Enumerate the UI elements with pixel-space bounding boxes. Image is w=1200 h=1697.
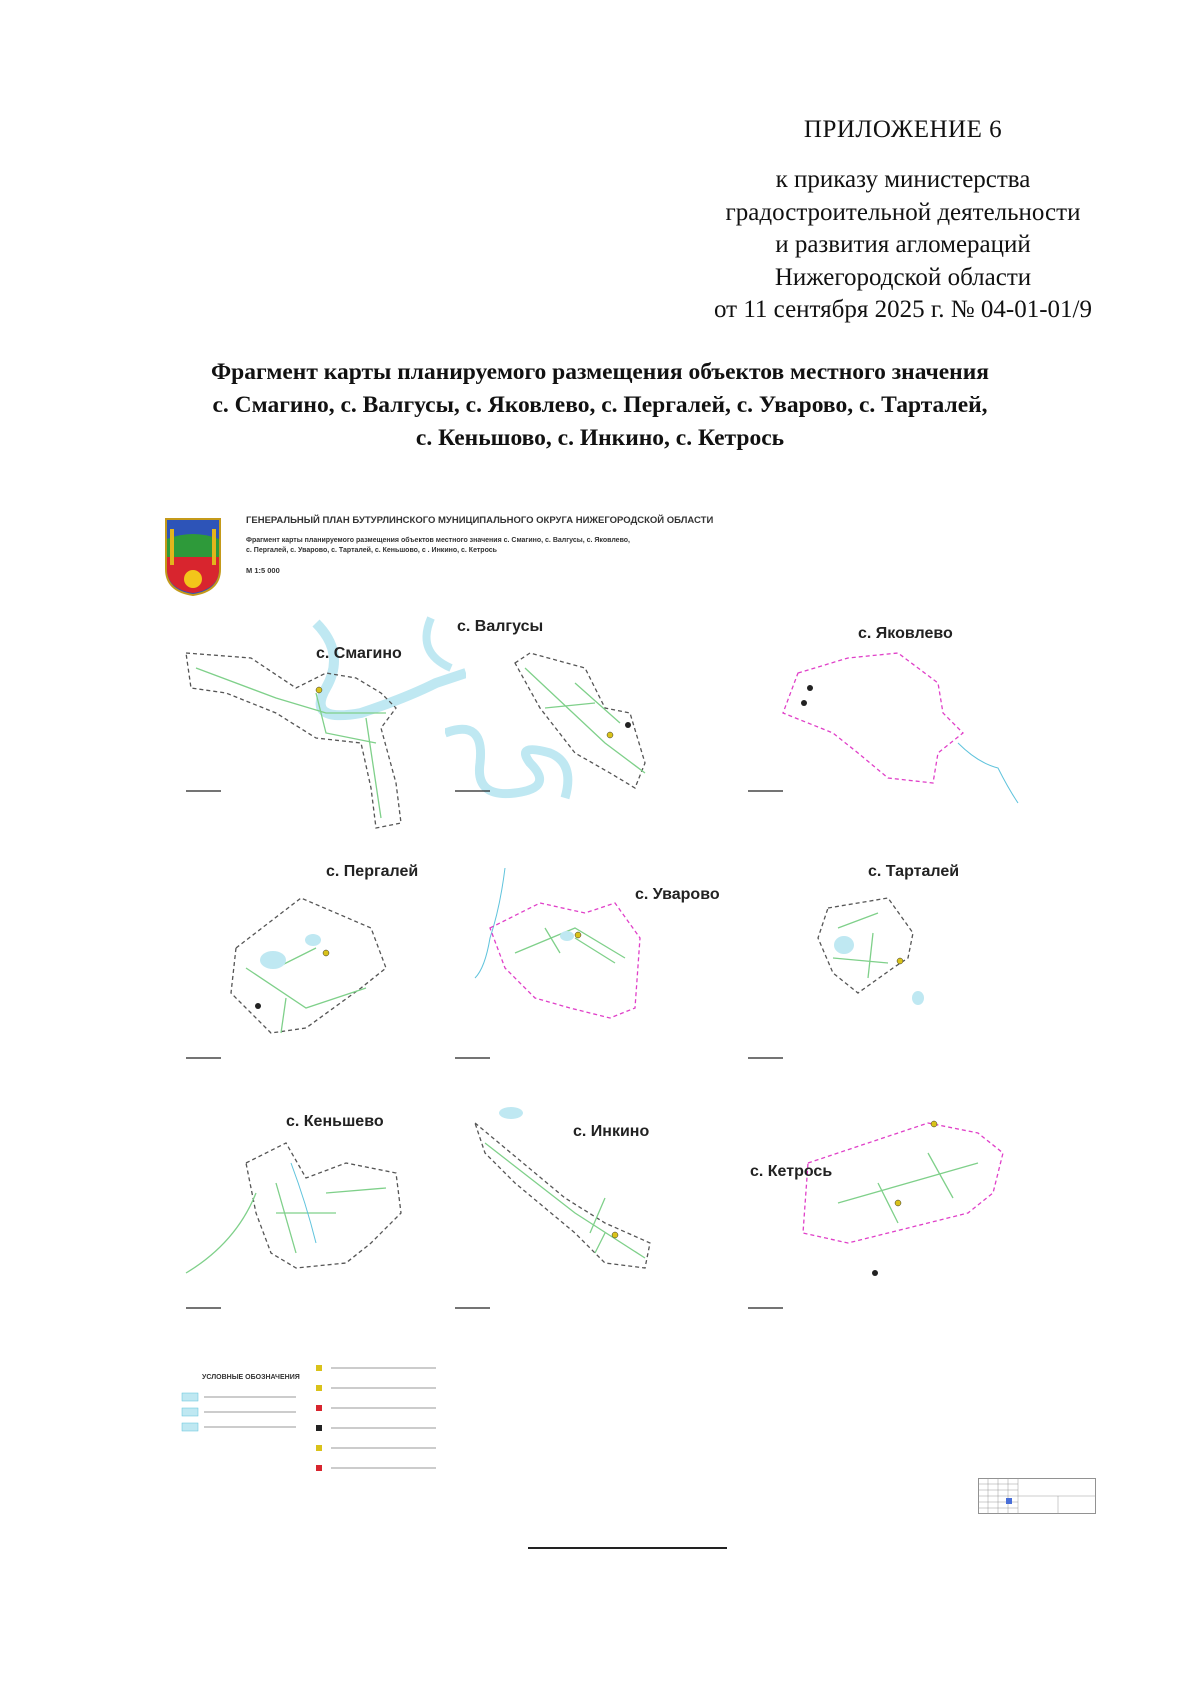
coat-of-arms-icon — [164, 517, 222, 597]
order-line: градостроительной деятельности — [725, 198, 1081, 226]
order-line: и развития агломераций — [775, 231, 1031, 258]
settlement-label: с. Яковлево — [858, 625, 953, 642]
map-yakovlevo — [738, 613, 1028, 843]
map-pergalei — [176, 858, 466, 1088]
title-line: Фрагмент карты планируемого размещения объектов местного значения — [211, 359, 989, 385]
order-reference — [662, 164, 1144, 327]
map-sheet — [158, 513, 1104, 1533]
appendix-title: ПРИЛОЖЕНИЕ 6 — [803, 116, 1003, 143]
map-scale: М 1:5 000 — [246, 566, 280, 575]
settlement-label: с. Смагино — [316, 645, 402, 662]
map-sheet-title: ГЕНЕРАЛЬНЫЙ ПЛАН БУТУРЛИНСКОГО МУНИЦИПАЛЬНОГО ОКРУГА НИЖЕГОРОДСКОЙ ОБЛАСТИ — [246, 515, 714, 526]
order-line: к приказу министерства — [775, 166, 1031, 193]
map-sheet-caption — [246, 513, 1096, 575]
map-panel-uvarovo — [445, 858, 735, 1088]
title-line: с. Смагино, с. Валгусы, с. Яковлево, с. Пергалей, с. Уварово, с. Тарталей, — [212, 392, 988, 418]
map-panel-ketros — [738, 1103, 1028, 1333]
order-line: от 11 сентября 2025 г. № 04-01-01/9 — [714, 296, 1092, 323]
map-panel-smagino — [176, 613, 466, 843]
settlement-label: с. Валгусы — [457, 618, 544, 635]
map-sheet-subtitle-line: Фрагмент карты планируемого размещения объектов местного значения с. Смагино, с. Валгусы, с. Яковлево, — [246, 537, 630, 544]
settlement-label: с. Пергалей — [326, 863, 419, 880]
map-tartalei — [738, 858, 1028, 1088]
settlement-label: с. Инкино — [573, 1123, 650, 1140]
legend-title: УСЛОВНЫЕ ОБОЗНАЧЕНИЯ — [202, 1374, 300, 1381]
title-line: с. Кеньшово, с. Инкино, с. Кетрось — [415, 425, 785, 451]
map-panel-valgusy — [445, 613, 735, 843]
map-sheet-header — [158, 513, 1104, 603]
map-panel-tartalei — [738, 858, 1028, 1088]
map-legend — [176, 1353, 466, 1503]
title-block-stamp — [978, 1478, 1096, 1514]
map-panel-kenshevo — [176, 1103, 466, 1333]
map-panel-pergalei — [176, 858, 466, 1088]
settlement-label: с. Тарталей — [868, 863, 960, 880]
order-line: Нижегородской области — [774, 263, 1032, 291]
bottom-divider — [528, 1547, 727, 1549]
map-valgusy — [445, 613, 735, 843]
map-ketros — [738, 1103, 1028, 1333]
settlement-label: с. Кетрось — [750, 1163, 833, 1180]
settlement-label: с. Уварово — [635, 886, 720, 903]
map-panel-inkino — [445, 1103, 735, 1333]
map-sheet-subtitle — [246, 536, 1096, 556]
map-kenshevo — [176, 1103, 466, 1333]
settlement-label: с. Кеньшево — [286, 1113, 384, 1130]
document-title — [100, 356, 1100, 455]
map-panel-yakovlevo — [738, 613, 1028, 843]
map-sheet-subtitle-line: с. Пергалей, с. Уварово, с. Тарталей, с. Кеньшово, с . Инкино, с. Кетрось — [246, 547, 497, 554]
